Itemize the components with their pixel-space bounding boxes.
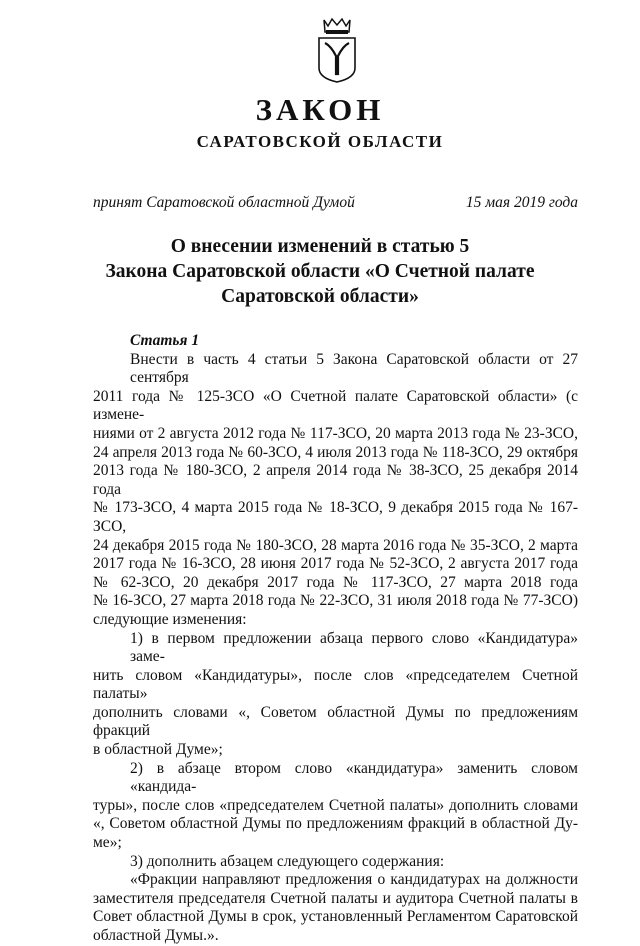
law-heading: ЗАКОН	[255, 92, 385, 127]
adoption-date: 15 мая 2019 года	[465, 194, 578, 211]
text-line: 24 апреля 2013 года № 60-ЗСО, 4 июля 2013 года № 118-ЗСО, 29 октября	[93, 443, 578, 461]
text-line: № 173-ЗСО, 4 марта 2015 года № 18-ЗСО, 9 декабря 2015 года № 167-ЗСО,	[93, 499, 578, 535]
text-line: 2017 года № 16-ЗСО, 28 июня 2017 года № 52-ЗСО, 2 августа 2017 года	[93, 555, 578, 573]
text-line: нить словом «Кандидатуры», после слов «председателем Счетной палаты»	[93, 666, 578, 703]
text-line: заместителя председателя Счетной палаты и аудитора Счетной палаты в	[93, 889, 578, 907]
document-title	[0, 234, 640, 309]
text-line: 24 декабря 2015 года № 180-ЗСО, 28 марта 2016 года № 35-ЗСО, 2 марта	[93, 536, 578, 554]
title-line: Закона Саратовской области «О Счетной палате	[105, 261, 535, 282]
paragraph	[93, 351, 578, 630]
paragraph	[93, 853, 578, 872]
coat-of-arms-emblem	[316, 16, 358, 84]
text-line: туры», после слов «председателем Счетной палаты» дополнить словами	[93, 796, 578, 814]
text-line: 2011 года № 125-ЗСО «О Счетной палате Саратовской области» (с измене-	[93, 387, 578, 424]
adopted-by: принят Саратовской областной Думой	[93, 194, 355, 211]
text-line: № 16-ЗСО, 27 марта 2018 года № 22-ЗСО, 31 июля 2018 года № 77-ЗСО)	[93, 592, 578, 610]
text-line: 2) в абзаце втором слово «кандидатура» заменить словом «кандида-	[130, 759, 578, 796]
paragraph	[93, 760, 578, 853]
article-heading: Статья 1	[130, 332, 200, 349]
paragraph	[93, 630, 578, 760]
text-line: № 62-ЗСО, 20 декабря 2017 года № 117-ЗСО, 27 марта 2018 года	[93, 573, 578, 591]
text-line: ниями от 2 августа 2012 года № 117-ЗСО, 20 марта 2013 года № 23-ЗСО,	[93, 424, 578, 442]
text-line: следующие изменения:	[93, 610, 247, 628]
text-line: 2013 года № 180-ЗСО, 2 апреля 2014 года № 38-ЗСО, 25 декабря 2014 года	[93, 462, 578, 498]
text-line: «Фракции направляют предложения о кандидатурах на должности	[130, 871, 578, 889]
title-line: Саратовской области»	[221, 286, 419, 307]
text-line: дополнить словами «, Советом областной Думы по предложениям фракций	[93, 703, 578, 740]
text-line: в областной Думе»;	[93, 741, 223, 759]
region-heading: САРАТОВСКОЙ ОБЛАСТИ	[196, 132, 444, 151]
text-line: областной Думы.».	[93, 927, 219, 944]
text-line: ме»;	[93, 834, 122, 852]
text-line: «, Советом областной Думы по предложениям фракций в областной Ду-	[93, 815, 578, 833]
title-line: О внесении изменений в статью 5	[170, 236, 470, 257]
text-line: Внести в часть 4 статьи 5 Закона Саратовской области от 27 сентября	[130, 350, 578, 387]
text-line: Совет областной Думы в срок, установленный Регламентом Саратовской	[93, 908, 578, 926]
paragraph	[93, 871, 578, 945]
article-body	[93, 332, 578, 946]
text-line: 1) в первом предложении абзаца первого слово «Кандидатура» заме-	[130, 629, 578, 666]
text-line: 3) дополнить абзацем следующего содержания:	[130, 852, 445, 870]
